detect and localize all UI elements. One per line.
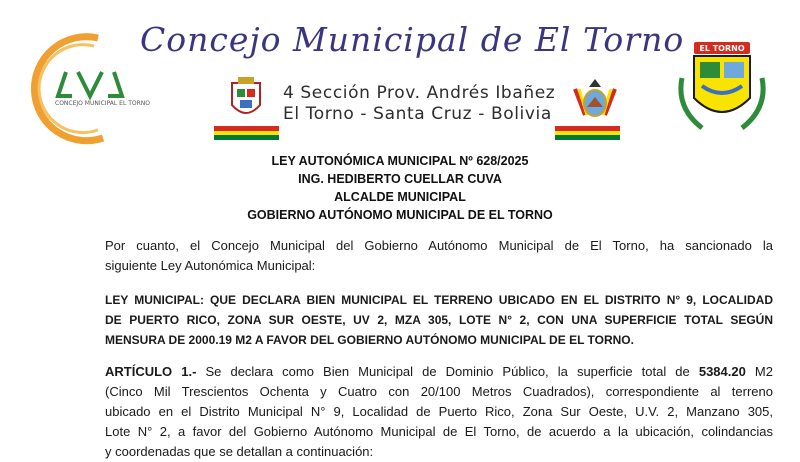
el-torno-crest-icon (672, 38, 772, 138)
svg-text:EL TORNO: EL TORNO (699, 44, 745, 53)
bolivia-coat-of-arms-icon (565, 75, 625, 125)
surface-unit: M2 (745, 364, 773, 379)
province-subtitle: 4 Sección Prov. Andrés Ibañez (283, 83, 556, 103)
article-1-line: Lote N° 2, a favor del Gobierno Autónomo Municipal de El Torno, de acuerdo a la ubicación, colindancias (105, 424, 773, 439)
article-1-line: y coordenadas que se detallan a continuación: (105, 444, 374, 459)
bolivia-flag-left (214, 126, 279, 140)
article-1-line: (Cinco Mil Trescientos Ochenta y Cuatro con 20/100 Metros Cuadrados), correspondiente al terreno (105, 384, 773, 399)
article-1-line (105, 362, 773, 382)
article-1-label: ARTÍCULO 1.- (105, 364, 197, 379)
law-title-line: MENSURA DE 2000.19 M2 A FAVOR DEL GOBIERNO AUTÓNOMO MUNICIPAL DE EL TORNO. (105, 333, 634, 347)
coat-of-arms-icon (228, 75, 264, 123)
intro-line: Por cuanto, el Concejo Municipal del Gobierno Autónomo Municipal de El Torno, ha sancionado la (105, 238, 773, 253)
article-1-text: Se declara como Bien Municipal de Dominio Público, la superficie total de (196, 364, 699, 379)
intro-line: siguiente Ley Autonómica Municipal: (105, 258, 316, 273)
location-subtitle: El Torno - Santa Cruz - Bolivia (283, 104, 552, 124)
surface-value: 5384.20 (698, 364, 746, 379)
government-heading: GOBIERNO AUTÓNOMO MUNICIPAL DE EL TORNO (247, 208, 553, 222)
council-title: Concejo Municipal de El Torno (140, 20, 685, 59)
mayor-name-heading: ING. HEDIBERTO CUELLAR CUVA (298, 172, 502, 186)
law-title-line: DE PUERTO RICO, ZONA SUR OESTE, UV 2, MZA 305, LOTE N° 2, CON UNA SUPERFICIE TOTAL SEGÚN (105, 313, 773, 327)
logo-caption: CONCEJO MUNICIPAL EL TORNO (55, 100, 150, 107)
mayor-title-heading: ALCALDE MUNICIPAL (334, 190, 466, 204)
bolivia-flag-right (555, 126, 620, 140)
council-logo (28, 30, 148, 145)
law-title-line: LEY MUNICIPAL: QUE DECLARA BIEN MUNICIPAL EL TERRENO UBICADO EN EL DISTRITO N° 9, LOCALIDAD (105, 293, 773, 307)
article-1-line: ubicado en el Distrito Municipal N° 9, Localidad de Puerto Rico, Zona Sur Oeste, U.V. 2, Manzano 305, (105, 404, 773, 419)
law-number-heading: LEY AUTONÓMICA MUNICIPAL Nº 628/2025 (271, 154, 529, 168)
